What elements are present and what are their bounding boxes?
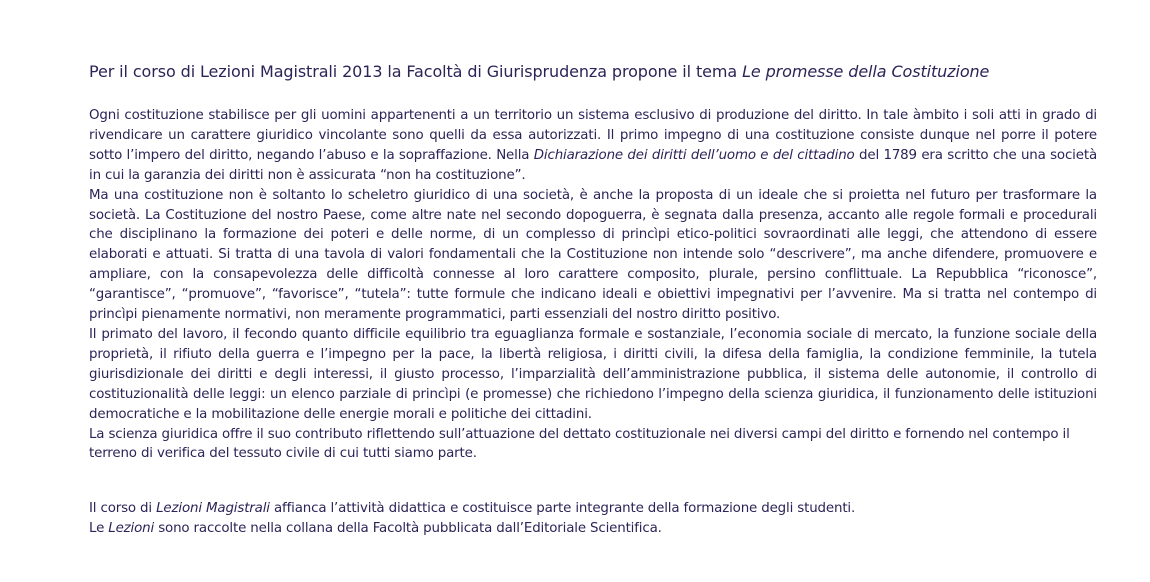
paragraph-1-text-end: del 1789 era scritto che una società in cui la garanzia dei diritti non è assicurata “non ha costituzione”. (89, 147, 1097, 183)
note-publication-series-name: Lezioni (108, 521, 155, 536)
note-publication-text-start: Le (89, 521, 109, 536)
note-course-text-end: affianca l’attività didattica e costituisce parte integrante della formazione degli studenti. (269, 501, 856, 516)
note-course-text-start: Il corso di (89, 501, 157, 516)
paragraph-1-text-start: Ogni costituzione stabilisce per gli uomini appartenenti a un territorio un sistema esclusivo di produzione del diritto. In tale àmbito i soli atti in grado di rivendicare un carattere giuridico vincolante sono quelli da essa autorizzati. Il primo impegno di una costituzione consiste dunque nel porre il potere sotto l’impero del diritto, negando l’abuso e la sopraffazione. Nella (89, 108, 1097, 163)
course-notes (89, 499, 1097, 539)
note-course-series-name: Lezioni Magistrali (156, 501, 270, 516)
course-description (89, 106, 1097, 464)
note-publication-text-end: sono raccolte nella collana della Facoltà pubblicata dall’Editoriale Scientifica. (154, 521, 662, 536)
paragraph-principles-list: Il primato del lavoro, il fecondo quanto difficile equilibrio tra eguaglianza formale e sostanziale, l’economia sociale di mercato, la funzione sociale della proprietà, il rifiuto della guerra e l’impegno per la pace, la libertà religiosa, i diritti civili, la difesa della famiglia, la condizione femminile, la tutela giurisdizionale dei diritti e degli interessi, il giusto processo, l’imparzialità dell’amministrazione pubblica, il sistema delle autonomie, il controllo di costituzionalità delle leggi: un elenco parziale di princìpi (e promesse) che richiedono l’impegno della scienza giuridica, il funzionamento delle istituzioni democratiche e la mobilitazione delle energie morali e politiche dei cittadini. (89, 326, 1097, 422)
paragraph-constitution-definition (89, 106, 1097, 186)
note-publication (89, 519, 1097, 539)
declaration-title: Dichiarazione dei diritti dell’uomo e del cittadino (533, 147, 855, 163)
paragraph-legal-science: La scienza giuridica offre il suo contributo riflettendo sull’attuazione del dettato costituzionale nei diversi campi del diritto e fornendo nel contempo il terreno di verifica del tessuto civile di cui tutti siamo parte. (89, 426, 1070, 462)
paragraph-constitution-ideal: Ma una costituzione non è soltanto lo scheletro giuridico di una società, è anche la proposta di un ideale che si proietta nel futuro per trasformare la società. La Costituzione del nostro Paese, come altre nate nel secondo dopoguerra, è segnata dalla presenza, accanto alle regole formali e procedurali che disciplinano la formazione dei poteri e delle norme, di un complesso di princìpi etico-politici sovraordinati alle leggi, che attendono di essere elaborati e attuati. Si tratta di una tavola di valori fondamentali che la Costituzione non intende solo “descrivere”, ma anche difendere, promuovere e ampliare, con la consapevolezza delle difficoltà connesse al loro carattere composito, plurale, persino conflittuale. La Repubblica “riconosce”, “garantisce”, “promuove”, “favorisce”, “tutela”: tutte formule che indicano ideali e obiettivi impegnativi per l’avvenire. Ma si tratta nel contempo di princìpi pienamente normativi, non meramente programmatici, parti essenziali del nostro diritto positivo. (89, 187, 1097, 323)
note-course (89, 499, 1097, 519)
course-heading (89, 61, 989, 83)
heading-text: Per il corso di Lezioni Magistrali 2013 la Facoltà di Giurisprudenza propone il tema (89, 62, 743, 81)
heading-theme-title: Le promesse della Costituzione (742, 62, 990, 81)
